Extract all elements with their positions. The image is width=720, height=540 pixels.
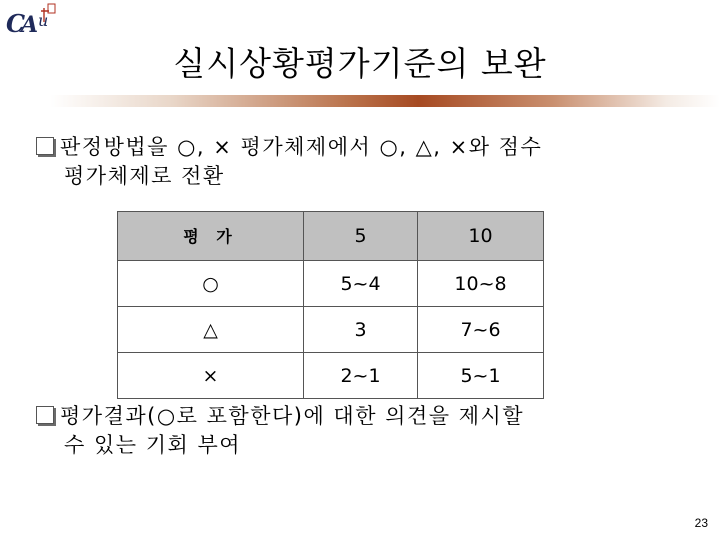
page-number: 23	[694, 516, 708, 530]
table-cell: 2~1	[304, 353, 418, 399]
bullet-2-line-2: 수 있는 기회 부여	[64, 433, 242, 457]
bullet-item-2	[36, 402, 676, 460]
bullet-1-line-2: 평가체제로 전환	[64, 164, 225, 188]
table-cell: 3	[304, 307, 418, 353]
square-bullet-icon	[36, 137, 54, 155]
svg-text:A: A	[21, 12, 39, 38]
table-cell: △	[118, 307, 304, 353]
evaluation-table	[117, 211, 544, 399]
table-header-cell: 5	[304, 212, 418, 261]
table-header-cell: 평 가	[118, 212, 304, 261]
svg-text:u: u	[38, 11, 49, 30]
table-cell: 10~8	[418, 261, 544, 307]
bullet-item-1	[36, 133, 676, 191]
table-header-cell: 10	[418, 212, 544, 261]
table-header-row	[118, 212, 544, 261]
page-title: 실시상황평가기준의 보완	[173, 44, 547, 83]
table-cell: ×	[118, 353, 304, 399]
bullet-1-line-1: 판정방법을 ○, × 평가체제에서 ○, △, ×와 점수	[60, 135, 543, 159]
title-divider	[50, 95, 720, 107]
bullet-2-line-1: 평가결과(○로 포함한다)에 대한 의견을 제시할	[60, 404, 525, 428]
table-cell: 7~6	[418, 307, 544, 353]
table-row	[118, 307, 544, 353]
square-bullet-icon	[36, 406, 54, 424]
table-cell: ○	[118, 261, 304, 307]
svg-text:C: C	[6, 9, 26, 38]
table-row	[118, 353, 544, 399]
table-row	[118, 261, 544, 307]
table-cell: 5~4	[304, 261, 418, 307]
table-cell: 5~1	[418, 353, 544, 399]
logo-icon	[4, 2, 58, 40]
